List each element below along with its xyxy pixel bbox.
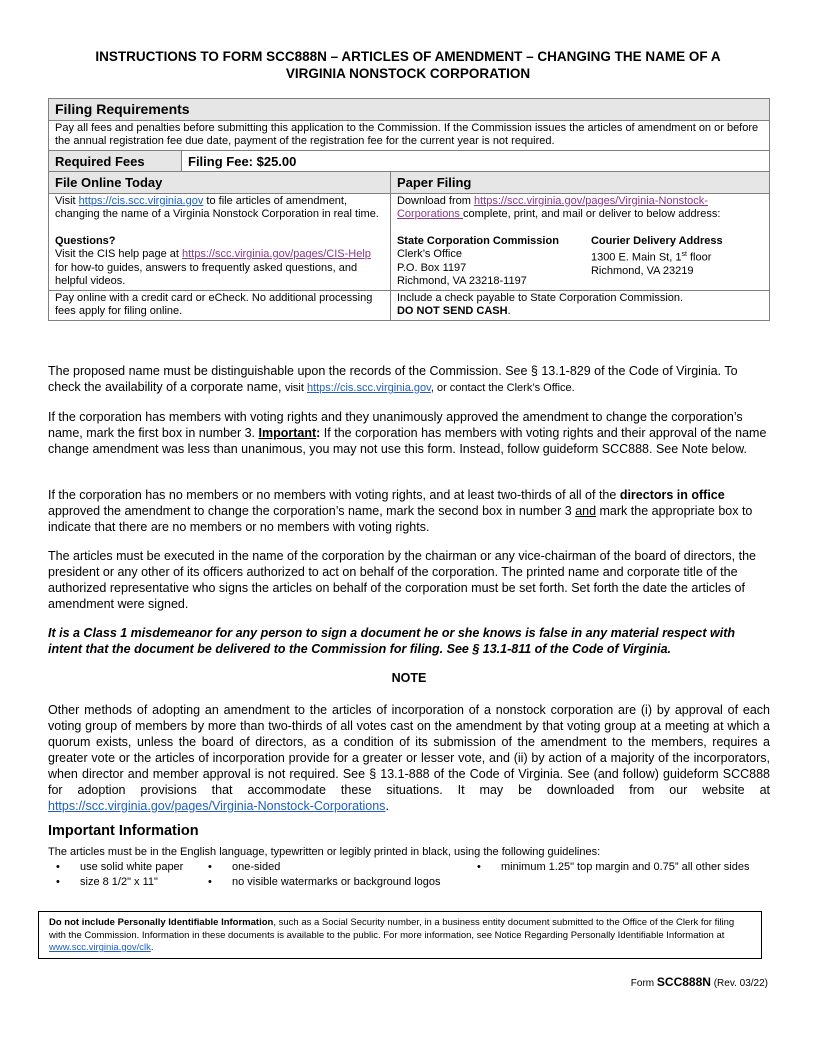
clerk-link[interactable]: www.scc.virginia.gov/clk <box>49 942 151 953</box>
paper-download-link[interactable]: https://scc.virginia.gov/pages/Virginia-Nonstock-Corporations <box>396 194 708 220</box>
paragraph-no-members: If the corporation has no members or no members with voting rights, and at least two-thirds of all of the directors in office approved the amendment to change the corporation’s name, mark the second box in number 3 and mark the appropriate box to indicate that there are no members or no members with voting rights. <box>48 488 753 534</box>
online-payment-text: Pay online with a credit card or eCheck. No additional processing fees apply for filing online. <box>49 290 391 320</box>
paper-download-text: Download from https://scc.virginia.gov/pages/Virginia-Nonstock-Corporations complete, print, and mail or deliver to below address: <box>396 194 721 220</box>
nonstock-corporations-link[interactable]: https://scc.virginia.gov/pages/Virginia-Nonstock-Corporations <box>48 799 386 813</box>
paragraph-execution: The articles must be executed in the name of the corporation by the chairman or any vice-chairman of the board of directors, the president or any other of its officers authorized to act on behalf of the corporation. The printed name and corporate title of the authorized representative who signs the articles on behalf of the corporation must be set forth. Set forth the date the articles of amendment were signed. <box>48 549 757 611</box>
file-online-heading: File Online Today <box>49 172 391 194</box>
title-line-2: VIRGINIA NONSTOCK CORPORATION <box>285 66 531 81</box>
cis-link-paragraph[interactable]: https://cis.scc.virginia.gov <box>306 382 431 394</box>
courier-address: Courier Delivery Address 1300 E. Main St, 1st floor Richmond, VA 23219 <box>590 234 723 278</box>
paper-filing-heading: Paper Filing <box>390 172 769 194</box>
form-id: SCC888N <box>656 975 711 989</box>
filing-requirements-text: Pay all fees and penalties before submitting this application to the Commission. If the Commission issues the articles of amendment on or before the annual registration fee due date, payment of the registration fee for the current year is not required. <box>49 120 770 150</box>
online-details-cell <box>49 193 391 290</box>
online-help-text: Visit the CIS help page at https://scc.virginia.gov/pages/CIS-Help for how-to guides, answers to frequently asked questions, and helpful videos. <box>55 248 371 287</box>
online-visit-text: Visit https://cis.scc.virginia.gov to file articles of amendment, changing the name of a Virginia Nonstock Corporation in real time. <box>55 194 379 220</box>
paragraph-name-availability: The proposed name must be distinguishable upon the records of the Commission. See § 13.1-829 of the Code of Virginia. To check the availability of a corporate name, visit https://cis.scc.virginia.gov, or contact the Clerk’s Office. <box>48 364 738 394</box>
paragraph-note: Other methods of adopting an amendment to the articles of incorporation of a nonstock corporation are (i) by approval of each voting group of members by more than two-thirds of all votes cast on the amendment by that voting group at a meeting at which a quorum exists, unless the board of directors, as a condition of its submission of the amendment to the members, requires a greater vote or the articles of incorporation provide for a greater or lesser vote, and (ii) by action of a majority of the incorporators, when director and member approval is not required. See § 13.1-888 of the Code of Virginia. See (and follow) guideform SCC888 for adoption provisions that accommodate these situations. It may be downloaded from our website at https://scc.virginia.gov/pages/Virginia-Nonstock-Corporations. <box>48 703 770 813</box>
filing-requirements-table <box>48 98 770 321</box>
scc-address: State Corporation Commission Clerk’s Office P.O. Box 1197 Richmond, VA 23218-1197 <box>396 234 559 287</box>
page-title <box>48 48 768 82</box>
important-information-heading: Important Information <box>48 823 199 839</box>
questions-label: Questions? <box>55 234 116 247</box>
form-footer: Form SCC888N (Rev. 03/22) <box>630 975 768 989</box>
cis-link[interactable]: https://cis.scc.virginia.gov <box>78 194 204 207</box>
filing-requirements-heading: Filing Requirements <box>49 99 770 121</box>
paragraph-unanimous-approval: If the corporation has members with voting rights and they unanimously approved the amendment to change the corporation’s name, mark the first box in number 3. Important: If the corporation has members with voting rights and their approval of the name change amendment was less than unanimous, you may not use this form. Instead, follow guideform SCC888. See Note below. <box>48 410 767 456</box>
cis-help-link[interactable]: https://scc.virginia.gov/pages/CIS-Help <box>182 248 371 260</box>
note-heading: NOTE <box>391 671 427 685</box>
title-line-1: INSTRUCTIONS TO FORM SCC888N – ARTICLES OF AMENDMENT – CHANGING THE NAME OF A <box>95 49 721 64</box>
paper-details-cell <box>390 193 769 290</box>
paragraph-misdemeanor-warning: It is a Class 1 misdemeanor for any person to sign a document he or she knows is false in any material respect with intent that the document be delivered to the Commission for filing. See § 13.1-811 of the Code of Virginia. <box>48 626 736 656</box>
mailing-addresses <box>397 235 763 289</box>
paper-payment-text: Include a check payable to State Corporation Commission. DO NOT SEND CASH. <box>390 290 769 320</box>
required-fees-label: Required Fees <box>49 150 182 172</box>
important-information-intro: The articles must be in the English language, typewritten or legibly printed in black, using the following guidelines: <box>48 846 601 858</box>
filing-fee: Filing Fee: $25.00 <box>182 150 770 172</box>
pii-notice: Do not include Personally Identifiable Information, such as a Social Security number, in a business entity document submitted to the Office of the Clerk for filing with the Commission. Information in these documents is available to the public. For more information, see Notice Regarding Personally Identifiable Information at www.scc.virginia.gov/clk. <box>38 911 762 959</box>
